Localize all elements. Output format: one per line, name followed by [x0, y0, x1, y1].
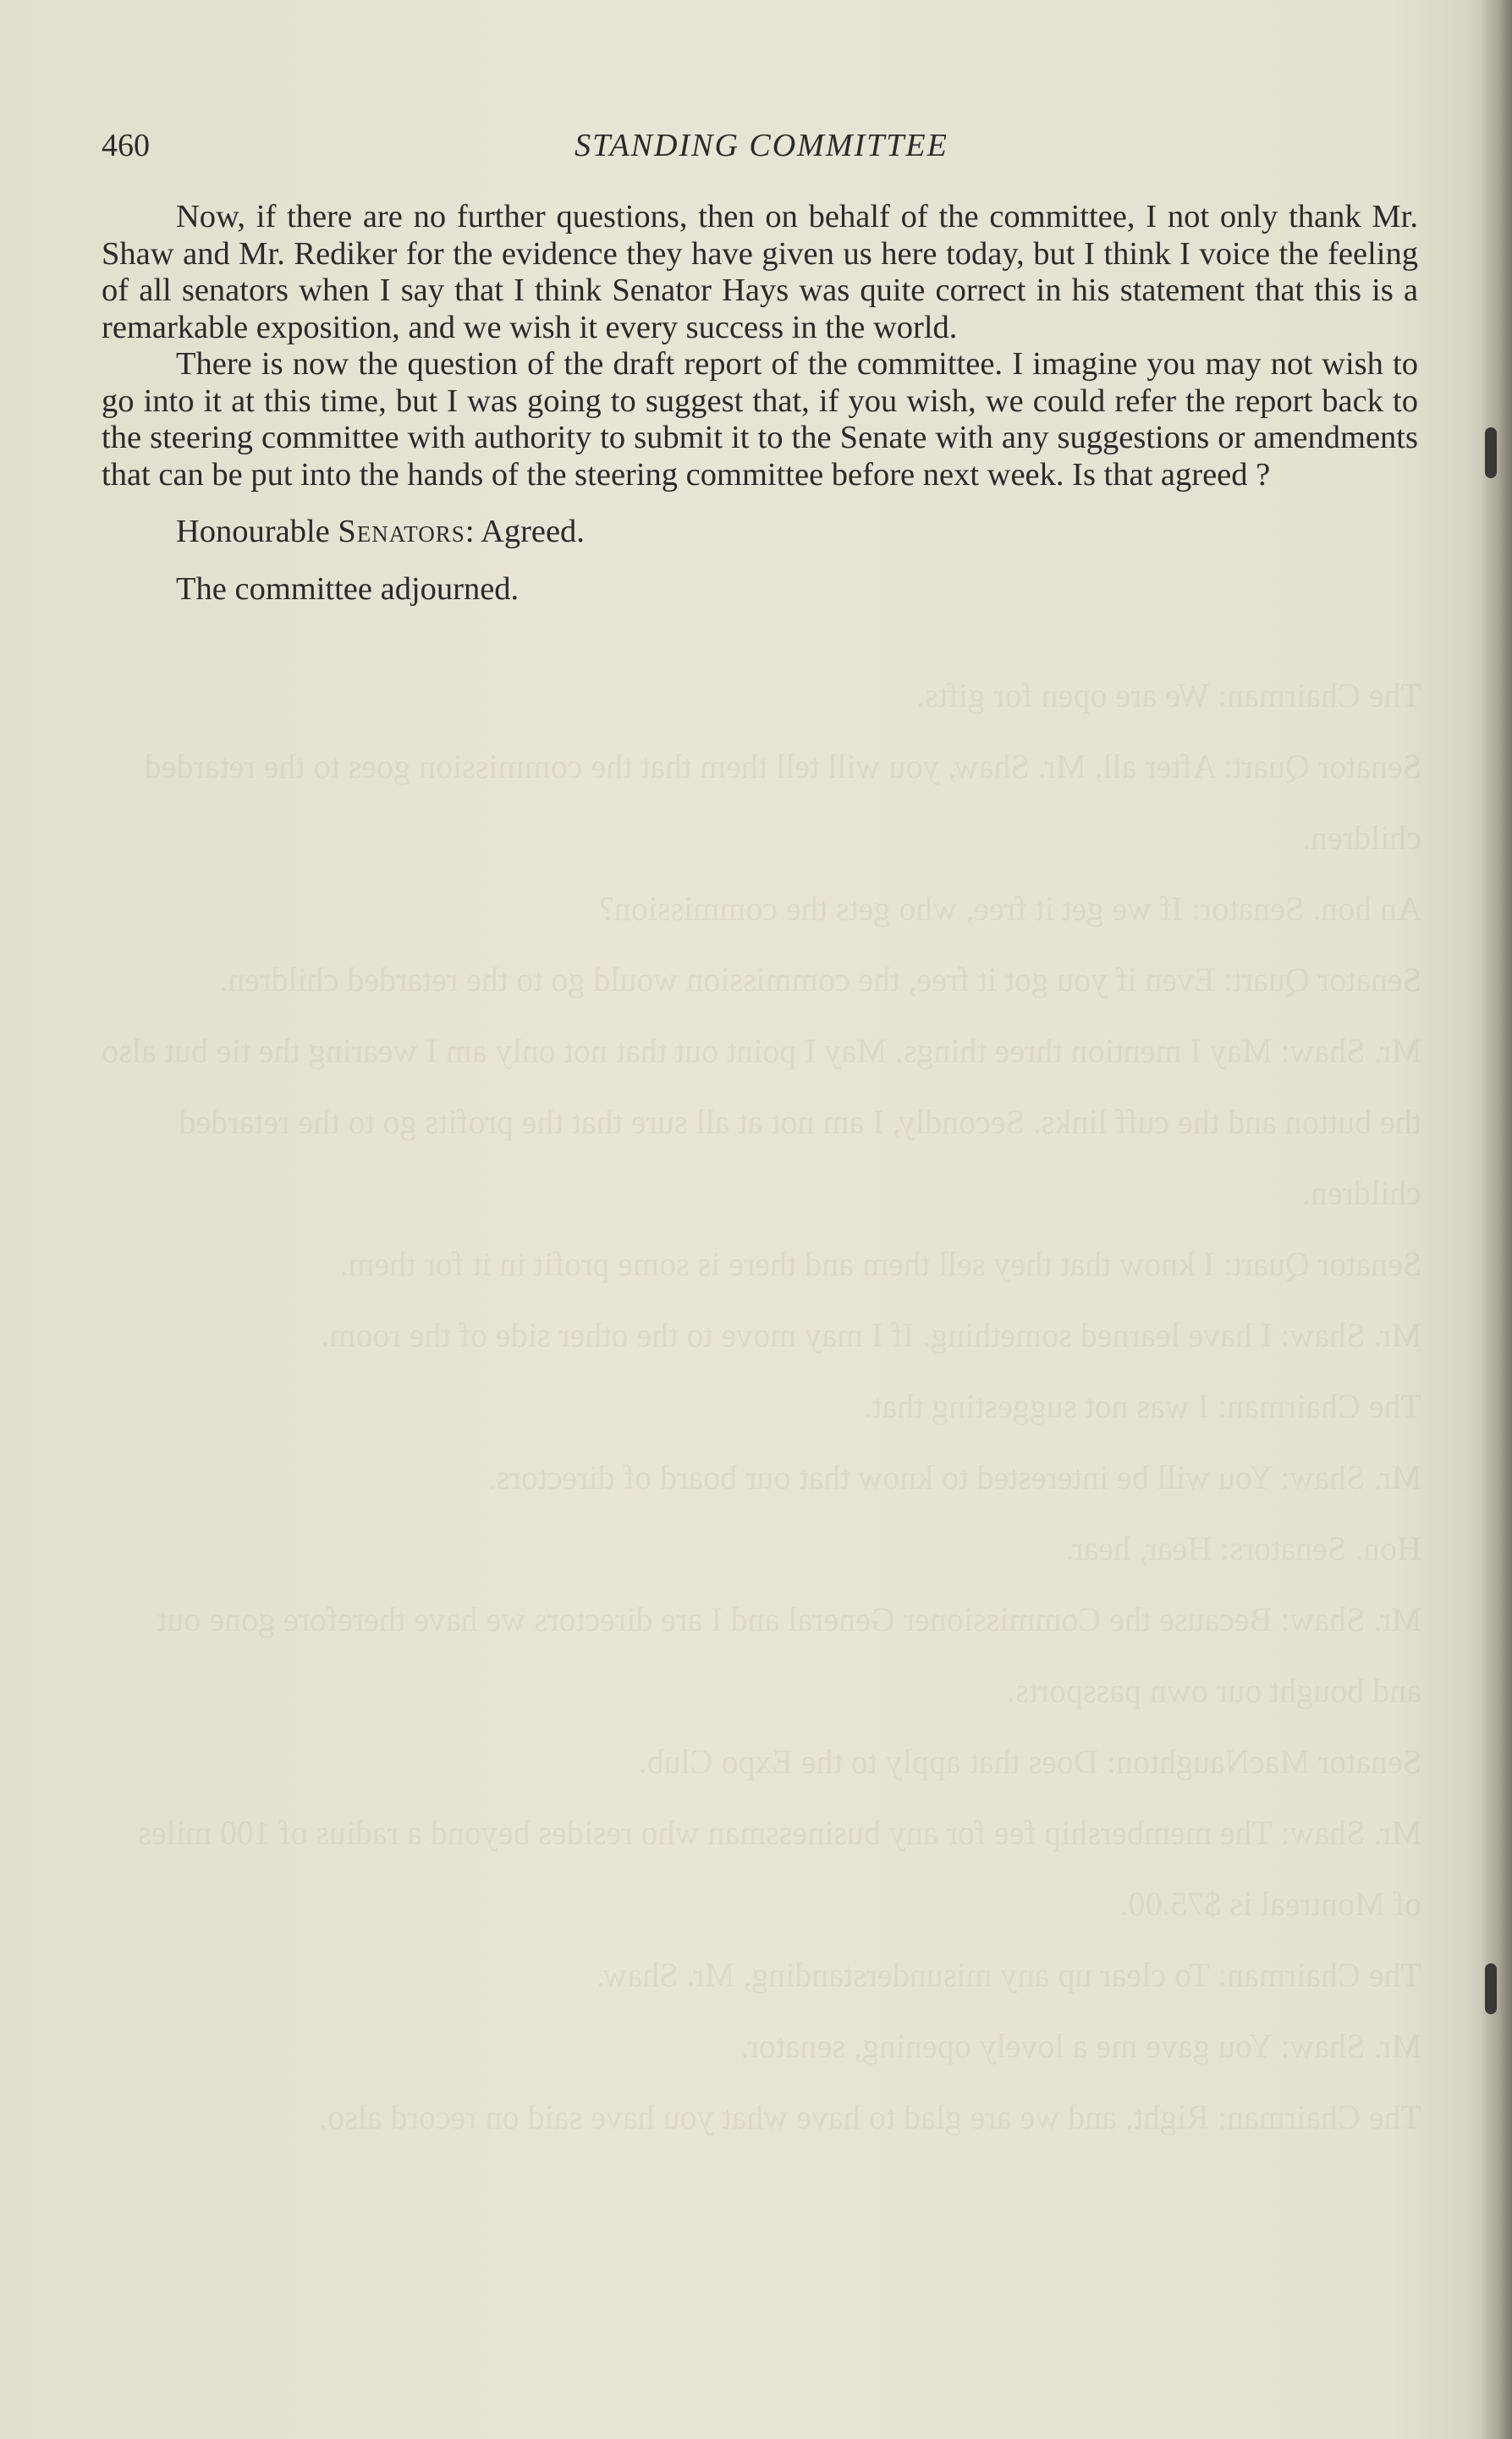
binding-clip-mark	[1485, 1963, 1497, 2014]
senators-response	[102, 514, 1418, 551]
bleed-through-texture: The Chairman: We are open for gifts. Senator Quart: After all, Mr. Shaw, you will tell them that the commission goes to the retarded children. An hon. Senator: If we get it free, who gets the commission? Senator Quart: Even if you got it free, the commission would go to the retarded children. Mr. Shaw: May I mention three things. May I point out that not only am I wearing the tie but also the button and the cuff links. Secondly, I am not at all sure that the profits go to the retarded children. Senator Quart: I know that they sell them and there is some profit in it for them. Mr. Shaw: I have learned something. If I may move to the other side of the room. The Chairman: I was not suggesting that. Mr. Shaw: You will be interested to know that our board of directors. Hon. Senators: Hear, hear. Mr. Shaw: Because the Commissioner General and I are directors we have therefore gone out and bought our own passports. Senator MacNaughton: Does that apply to the Expo Club. Mr. Shaw: The membership fee for any businessman who resides beyond a radius of 100 miles of Montreal is $75.00. The Chairman: To clear up any misunderstanding, Mr. Shaw. Mr. Shaw: You gave me a lovely opening, senator. The Chairman: Right, and we are glad to have what you have said on record also.	[102, 676, 1421, 2136]
running-title: STANDING COMMITTEE	[575, 128, 948, 163]
binding-clip-mark	[1485, 427, 1497, 478]
response-text: : Agreed.	[465, 514, 585, 549]
body-text	[102, 199, 1418, 608]
paragraph-draft-report: There is now the question of the draft report of the committee. I imagine you may not wish to go into it at this time, but I was going to suggest that, if you wish, we could refer the report back to the steering committee with authority to submit it to the Senate with any suggestions or amendments that can be put into the hands of the steering committee before next week. Is that agreed ?	[102, 346, 1418, 493]
paragraph-closing-remarks: Now, if there are no further questions, then on behalf of the committee, I not only thank Mr. Shaw and Mr. Rediker for the evidence they have given us here today, but I think I voice the feeling of all senators when I say that I think Senator Hays was quite correct in his statement that this is a remarkable exposition, and we wish it every success in the world.	[102, 199, 1418, 345]
binding-shadow	[1480, 0, 1512, 2439]
response-prefix: Honourable	[176, 514, 338, 549]
adjournment-line: The committee adjourned.	[176, 570, 520, 607]
page-header	[102, 127, 1421, 169]
page-number: 460	[102, 128, 150, 163]
response-speaker: Senators	[338, 514, 465, 549]
